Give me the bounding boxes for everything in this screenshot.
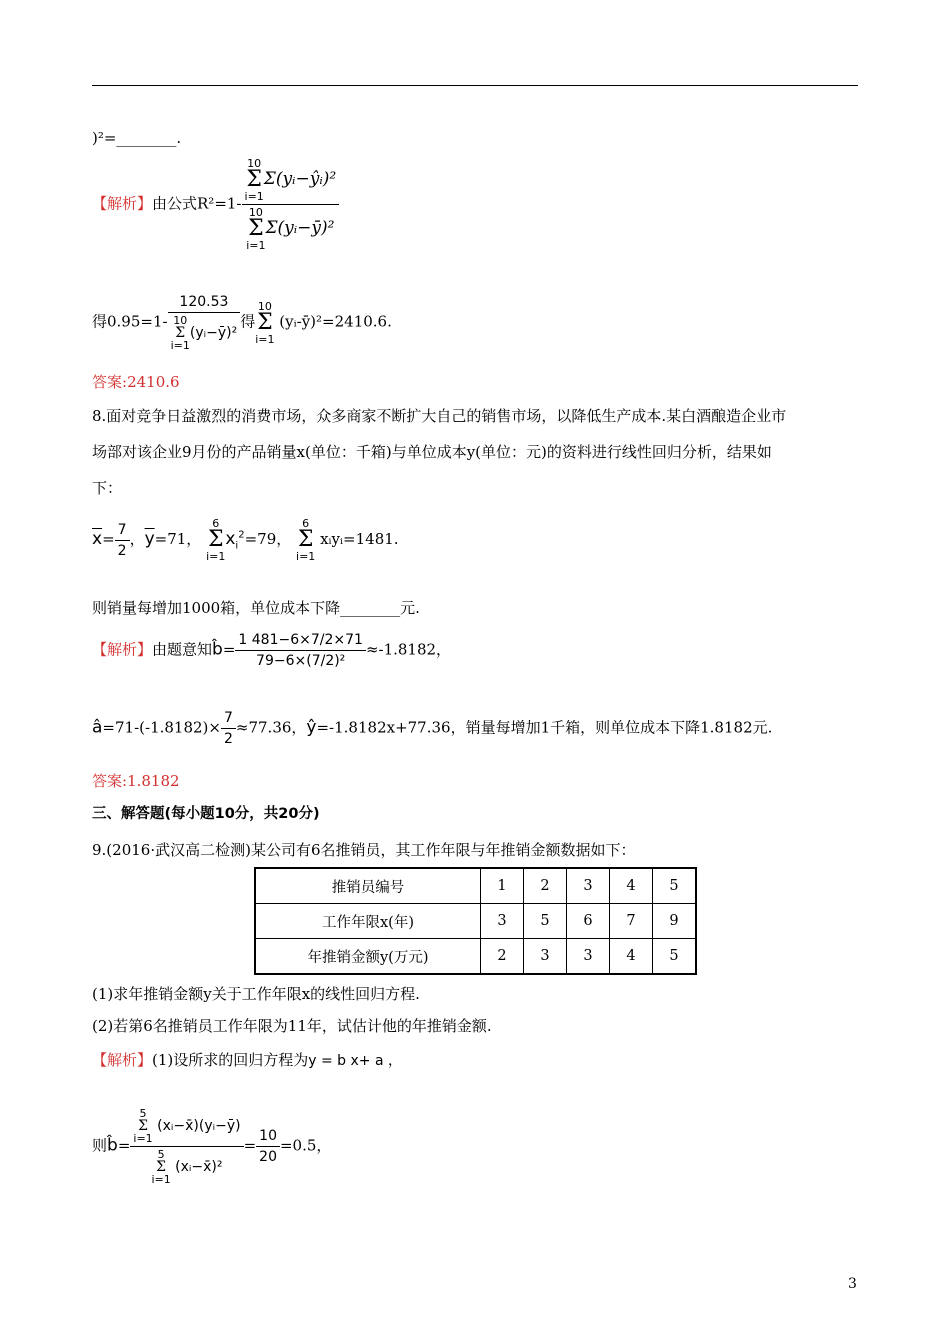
q7-r2-fraction xyxy=(242,158,340,251)
q8-givens: $\overline{x}=$ $\frac{7}{2}$ ，$\overline{y}=71$， 6 Σ i=1 $x_i^2=79$， 6 Σ i=1 xᵢyᵢ=1481. xyxy=(92,517,399,563)
q8-answer: 答案:1.8182 xyxy=(92,772,180,790)
section3-heading: 三、解答题(每小题10分，共20分) xyxy=(92,806,320,822)
page-number: 3 xyxy=(848,1276,857,1292)
a-hat-symbol: â xyxy=(92,717,103,738)
q9-solution-intro: 【解析】(1)设所求的回归方程为y = b x+ a ， xyxy=(92,1051,403,1069)
q7-formula-den: Σ(yᵢ−ȳ)² xyxy=(265,218,335,238)
q7-step-num: 120.53 xyxy=(168,294,241,313)
q9-part2: (2)若第6名推销员工作年限为11年，试估计他的年推销金额. xyxy=(92,1017,492,1035)
xbar-symbol: $\overline{x}$ xyxy=(92,529,103,549)
y-hat-symbol: ŷ xyxy=(306,717,317,738)
table-row: 工作年限x(年) 3 5 6 7 9 xyxy=(255,904,696,939)
q8-question: 则销量每增加1000箱，单位成本下降________元. xyxy=(92,599,420,617)
xbar-fraction: $\frac{7}{2}$ xyxy=(115,522,130,559)
q7-step-den: (yᵢ−ȳ)² xyxy=(189,325,238,341)
q7-step-mid: 得 xyxy=(240,312,256,331)
q7-answer-value: 2410.6 xyxy=(127,373,180,391)
q9-data-table xyxy=(254,867,697,975)
q8-y-line: =-1.8182x+77.36，销量每增加1千箱，则单位成本下降1.8182元. xyxy=(316,718,773,737)
q7-step: 得0.95=1- 120.53 10 Σ i=1 (yᵢ−ȳ)² 得 10 Σ i=1 (yᵢ-ȳ)²=2410.6. xyxy=(92,294,392,352)
q7-analysis xyxy=(92,158,339,251)
b-hat-symbol: b̂ xyxy=(212,639,223,660)
ybar-symbol: $\overline{y}$ xyxy=(144,529,155,549)
q8-answer-value: 1.8182 xyxy=(127,772,180,790)
q8-line3: 下： xyxy=(92,479,123,497)
q9-part1: (1)求年推销金额y关于工作年限x的线性回归方程. xyxy=(92,985,420,1003)
q9-regression-eq: y = b x+ a ， xyxy=(308,1053,403,1069)
header-rule xyxy=(92,85,858,86)
q8-line2: 场部对该企业9月份的产品销量x(单位：千箱)与单位成本y(单位：元)的资料进行线性回归分析，结果如 xyxy=(92,443,772,461)
q9-b-fraction: 5 Σ i=1 (xᵢ−x̄)(yᵢ−ȳ) 5 Σ i=1 (xᵢ−x̄)² xyxy=(130,1108,243,1185)
analysis-tag: 【解析】 xyxy=(92,194,153,213)
q9-stem: 9.(2016·武汉高二检测)某公司有6名推销员，其工作年限与年推销金额数据如下： xyxy=(92,841,636,859)
q7-formula-num: Σ(yᵢ−ŷᵢ)² xyxy=(263,169,337,189)
table-row: 推销员编号 1 2 3 4 5 xyxy=(255,868,696,904)
q8-b-num: 1 481−6×7/2×71 xyxy=(235,632,366,651)
q8-a-fraction: $\frac{7}{2}$ xyxy=(221,710,236,747)
q8-analysis-b: 【解析】由题意知b̂= $\frac{1 481-6\times 7/2\times 71}{\text{79−6×(7/2)²}}$ ≈-1.8182， xyxy=(92,632,452,669)
q7-step-fraction: 120.53 10 Σ i=1 (yᵢ−ȳ)² xyxy=(168,294,241,351)
top-fragment: )²=________. xyxy=(92,129,182,147)
q8-b-fraction xyxy=(235,632,366,669)
q7-formula-intro: 由公式R²=1- xyxy=(152,194,242,213)
q8-line1: 8.面对竞争日益激烈的消费市场，众多商家不断扩大自己的销售市场，以降低生产成本.某白酒酿造企业市 xyxy=(92,407,787,425)
q8-b-den: 79−6×(7/2)² xyxy=(256,653,346,669)
q7-step-prefix: 得0.95=1- xyxy=(92,312,168,331)
sum-symbol: 10 Σ i=1 xyxy=(244,157,264,203)
q7-step-result: (yᵢ-ȳ)²=2410.6. xyxy=(279,312,392,331)
table-row: 年推销金额y(万元) 2 3 3 4 5 xyxy=(255,939,696,975)
sum-symbol: 10 Σ i=1 xyxy=(246,206,266,252)
q9-b-calc: 则b̂= 5 Σ i=1 (xᵢ−x̄)(yᵢ−ȳ) 5 Σ i=1 (xᵢ−x̄)² = $\frac{10}{20}$ =0.5， xyxy=(92,1107,332,1186)
q9-b-value-fraction: $\frac{10}{20}$ xyxy=(256,1128,280,1165)
q7-answer: 答案:2410.6 xyxy=(92,373,180,391)
q8-b-result: ≈-1.8182， xyxy=(365,640,452,659)
q8-analysis-a: â=71-(-1.8182)× $\frac{7}{2}$ ≈77.36，ŷ=-1.8182x+77.36，销量每增加1千箱，则单位成本下降1.8182元. xyxy=(92,710,773,747)
